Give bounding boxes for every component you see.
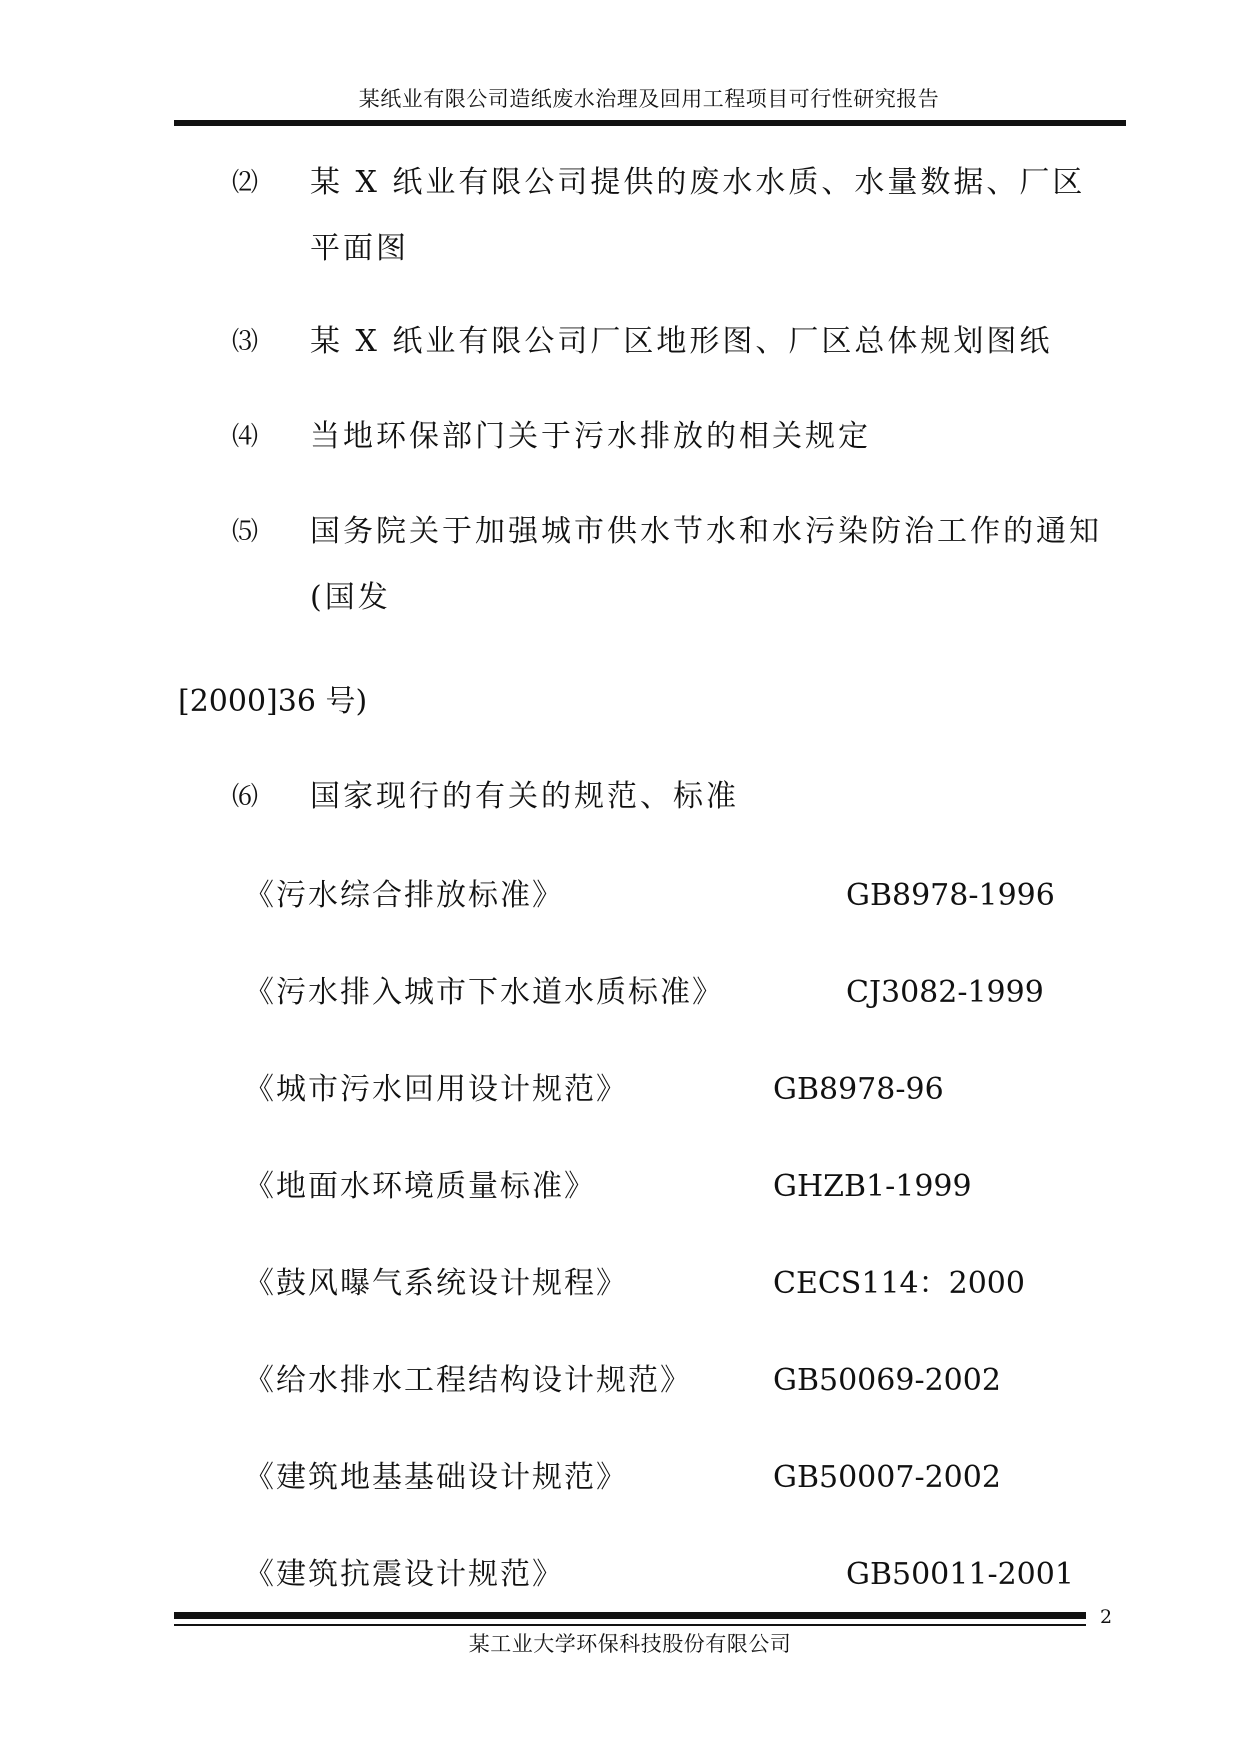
standard-name: 《地面水环境质量标准》 — [244, 1169, 596, 1204]
standard-name: 《建筑地基基础设计规范》 — [244, 1460, 628, 1495]
standard-name: 《给水排水工程结构设计规范》 — [244, 1363, 692, 1398]
footer-rule-thin — [174, 1624, 1086, 1626]
item-text: 某 X 纸业有限公司厂区地形图、厂区总体规划图纸 — [310, 324, 1053, 359]
standard-code: GHZB1-1999 — [773, 1169, 972, 1204]
item-number: ⑷ — [232, 422, 259, 452]
standard-code: GB8978-1996 — [846, 878, 1055, 913]
standard-code: GB8978-96 — [773, 1072, 944, 1107]
item-text: 当地环保部门关于污水排放的相关规定 — [310, 419, 871, 454]
item-5-continuation: [2000]36 号) — [178, 684, 368, 719]
footer-rule-thick — [174, 1612, 1086, 1619]
page-number: 2 — [1100, 1606, 1113, 1628]
header-rule — [174, 120, 1126, 126]
item-text: 国务院关于加强城市供水节水和水污染防治工作的通知(国发 — [310, 514, 1102, 615]
standard-code: GB50011-2001 — [846, 1557, 1074, 1592]
standard-name: 《鼓风曝气系统设计规程》 — [244, 1266, 628, 1301]
item-text: 某 X 纸业有限公司提供的废水水质、水量数据、厂区平面图 — [310, 165, 1086, 266]
standard-code: CECS114：2000 — [773, 1266, 1025, 1301]
item-number: ⑸ — [232, 517, 259, 547]
standard-code: CJ3082-1999 — [846, 975, 1044, 1010]
item-number: ⑶ — [232, 327, 259, 357]
standard-code: GB50007-2002 — [773, 1460, 1001, 1495]
standard-name: 《污水综合排放标准》 — [244, 878, 564, 913]
standard-name: 《污水排入城市下水道水质标准》 — [244, 975, 724, 1010]
item-number: ⑹ — [232, 782, 259, 812]
page-header-title: 某纸业有限公司造纸废水治理及回用工程项目可行性研究报告 — [358, 87, 940, 111]
standard-name: 《建筑抗震设计规范》 — [244, 1557, 564, 1592]
item-text: 国家现行的有关的规范、标准 — [310, 779, 739, 814]
standard-code: GB50069-2002 — [773, 1363, 1001, 1398]
footer-organization: 某工业大学环保科技股份有限公司 — [468, 1632, 792, 1656]
item-number: ⑵ — [232, 168, 259, 198]
standard-name: 《城市污水回用设计规范》 — [244, 1072, 628, 1107]
